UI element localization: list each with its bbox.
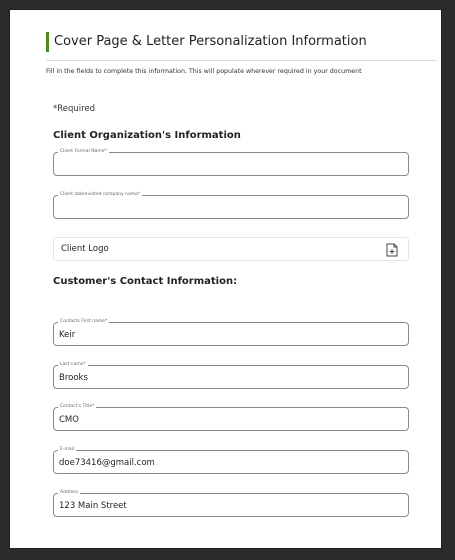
last-name-field[interactable]: [53, 362, 409, 389]
contact-section-title: Customer's Contact Information:: [53, 276, 238, 287]
contact-first-name-label: Contacts First name*: [60, 319, 108, 324]
email-input[interactable]: [59, 456, 399, 470]
client-formal-name-input[interactable]: [59, 158, 399, 172]
required-note: *Required: [53, 104, 96, 114]
contact-title-label: Contact's Title*: [60, 404, 95, 409]
address-field[interactable]: [53, 490, 409, 517]
client-formal-name-label: Client Formal Name*: [60, 149, 107, 154]
form-card: [10, 10, 441, 548]
client-abbrev-name-label: Client abbreviated company name*: [60, 192, 141, 197]
org-section-title: Client Organization's Information: [53, 130, 241, 141]
page-header: [46, 22, 437, 61]
client-abbrev-name-input[interactable]: [59, 201, 399, 215]
email-field[interactable]: [53, 447, 409, 474]
contact-first-name-field[interactable]: [53, 319, 409, 346]
header-accent-bar: [46, 32, 49, 52]
client-abbrev-name-field[interactable]: [53, 192, 409, 219]
intro-text: Fill in the fields to complete this information. This will populate wherever required in your document: [46, 68, 362, 75]
address-label: Address: [60, 490, 78, 495]
client-logo-upload[interactable]: [53, 237, 409, 261]
client-logo-label: Client Logo: [61, 244, 109, 254]
file-upload-icon[interactable]: [386, 243, 398, 257]
page-title: Cover Page & Letter Personalization Information: [54, 34, 367, 49]
email-label: E-mail: [60, 447, 75, 452]
client-formal-name-field[interactable]: [53, 149, 409, 176]
last-name-label: Last name*: [60, 362, 86, 367]
contact-title-input[interactable]: [59, 413, 399, 427]
last-name-input[interactable]: [59, 371, 399, 385]
contact-first-name-input[interactable]: [59, 328, 399, 342]
address-input[interactable]: [59, 499, 399, 513]
contact-title-field[interactable]: [53, 404, 409, 431]
